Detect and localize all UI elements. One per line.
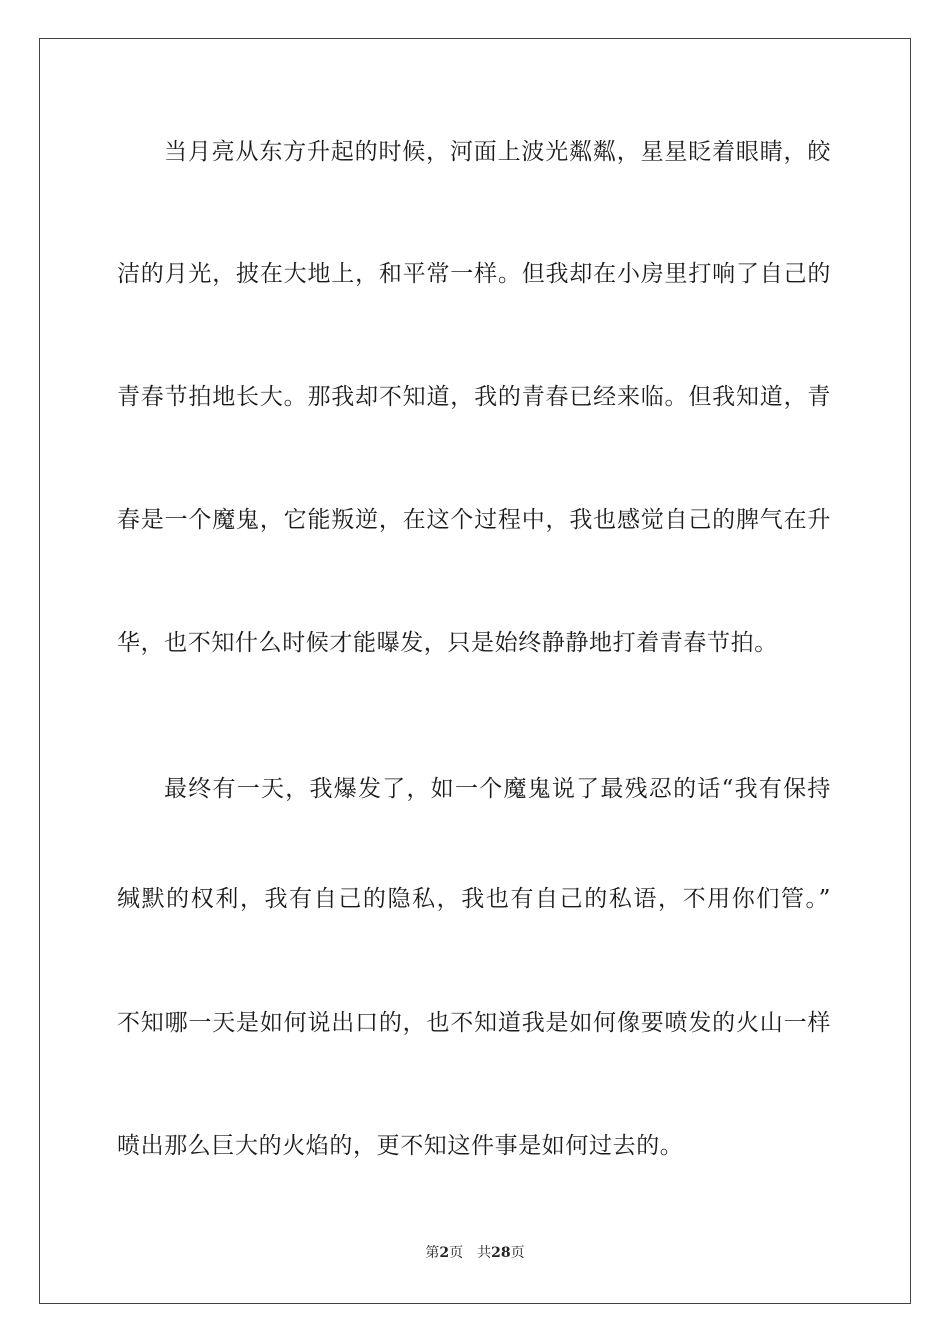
page-footer <box>0 1244 950 1262</box>
footer-total-pages: 28 <box>491 1245 511 1261</box>
footer-page-suffix: 页 <box>449 1245 464 1261</box>
footer-total-prefix: 共 <box>477 1245 492 1261</box>
body-line-8: 不知哪一天是如何说出口的，也不知道我是如何像要喷发的火山一样 <box>117 1010 831 1036</box>
footer-page-number: 2 <box>439 1245 450 1261</box>
body-line-1: 当月亮从东方升起的时候，河面上波光粼粼，星星眨着眼睛，皎 <box>164 139 831 165</box>
body-line-3: 青春节拍地长大。那我却不知道，我的青春已经来临。但我知道，青 <box>117 384 831 410</box>
page-border <box>39 38 911 1304</box>
body-line-4: 春是一个魔鬼，它能叛逆，在这个过程中，我也感觉自己的脾气在升 <box>117 507 831 533</box>
footer-total-suffix: 页 <box>510 1245 525 1261</box>
footer-page-prefix: 第 <box>425 1245 440 1261</box>
body-line-6: 最终有一天，我爆发了，如一个魔鬼说了最残忍的话“我有保持 <box>164 776 831 802</box>
body-line-2: 洁的月光，披在大地上，和平常一样。但我却在小房里打响了自己的 <box>117 261 831 287</box>
body-line-9: 喷出那么巨大的火焰的，更不知这件事是如何过去的。 <box>117 1133 684 1159</box>
body-line-7: 缄默的权利，我有自己的隐私，我也有自己的私语，不用你们管。” <box>117 886 831 912</box>
body-line-5: 华，也不知什么时候才能曝发，只是始终静静地打着青春节拍。 <box>117 630 778 656</box>
